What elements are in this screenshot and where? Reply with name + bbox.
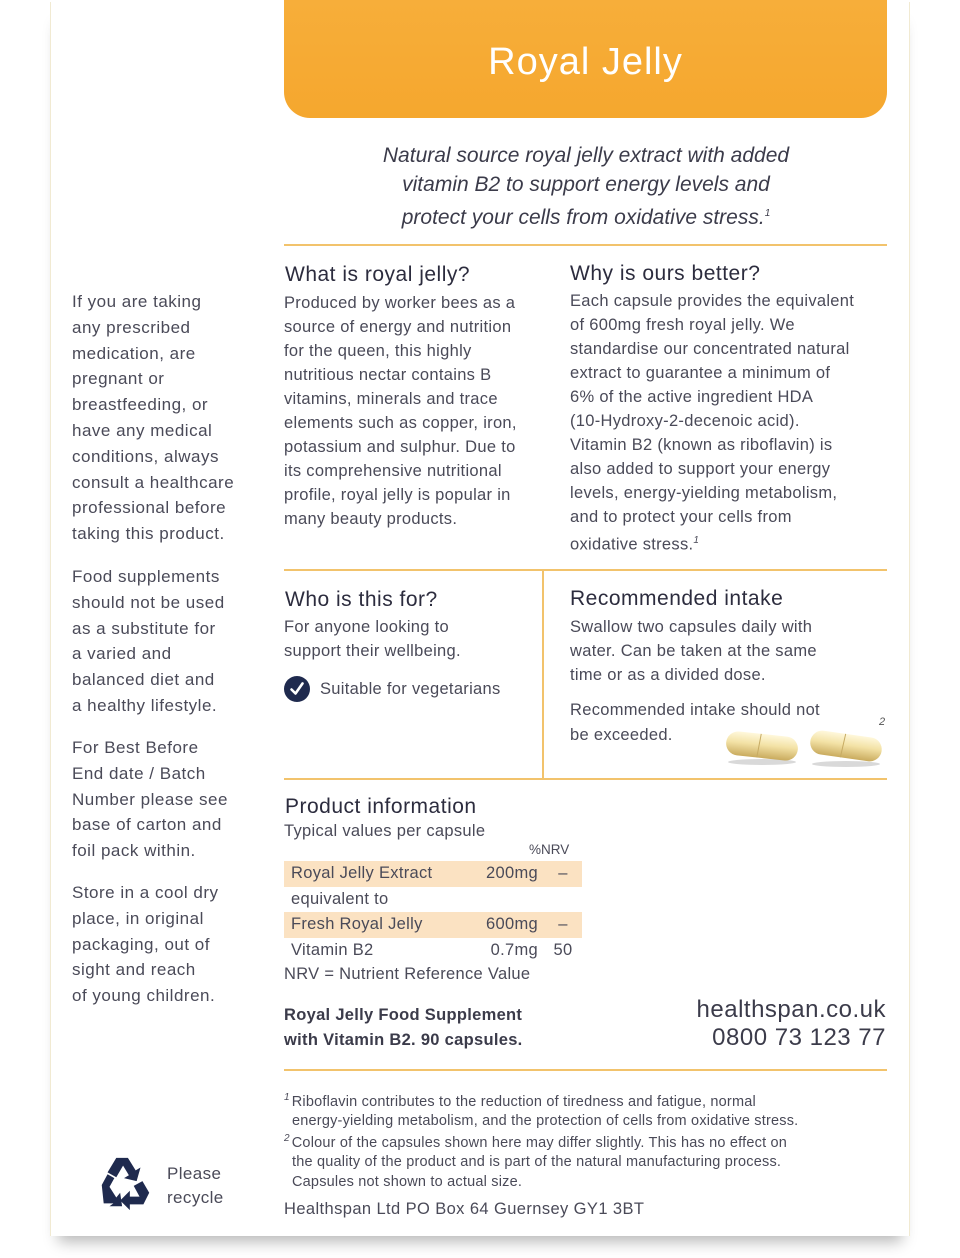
what-body: Produced by worker bees as a source of energy and nutrition for the queen, this highly nutritious nectar contains B vitamins, minerals and trace elements such as copper, iron, potassium and sulphur. Due to its comprehensive nutritional profile, royal jelly is popular in many beauty products.	[284, 294, 517, 528]
product-heading: Product information	[285, 795, 477, 818]
why-heading: Why is ours better?	[570, 262, 761, 285]
product-title: Royal Jelly	[488, 40, 683, 83]
why-body: Each capsule provides the equivalent of 600mg fresh royal jelly. We standardise our concentrated natural extract to guarantee a minimum of 6% of the active ingredient HDA (10-Hydroxy-2-decenoic acid). Vitamin B2 (known as riboflavin) is also added to support your energy levels, energy-yielding metabolism, and to protect your cells from oxidative stress.$^1$	[570, 292, 855, 554]
nutrition-table	[284, 861, 582, 963]
capsules-image	[720, 722, 890, 770]
divider-vertical	[542, 569, 544, 779]
divider	[284, 1069, 887, 1071]
sidebar-best-before: For Best Before End date / Batch Number please see base of carton and foil pack within.	[72, 738, 228, 861]
intake-warning: Recommended intake should not be exceeded.	[570, 701, 820, 744]
footnote-ref: 1	[764, 208, 771, 219]
phone-number: 0800 73 123 77	[712, 1024, 886, 1051]
vegetarian-label: Suitable for vegetarians	[320, 679, 501, 698]
sidebar-warning: If you are taking any prescribed medication, are pregnant or breastfeeding, or have any medical conditions, always consult a healthcare professional before taking this product.	[72, 292, 235, 544]
nrv-header: %NRV	[529, 842, 570, 857]
sidebar-supplements: Food supplements should not be used as a substitute for a varied and balanced diet and a healthy lifestyle.	[72, 567, 225, 715]
recycle-icon	[94, 1152, 156, 1214]
sidebar-storage: Store in a cool dry place, in original packaging, out of sight and reach of young children.	[72, 883, 219, 1006]
check-circle-icon	[284, 676, 310, 702]
what-heading: What is royal jelly?	[285, 263, 471, 286]
who-body: For anyone looking to support their wellbeing.	[284, 618, 461, 660]
footnote-ref: 1	[693, 535, 700, 546]
divider	[284, 244, 887, 246]
vegetarian-badge	[284, 676, 501, 702]
intake-heading: Recommended intake	[570, 587, 784, 610]
supplement-description: Royal Jelly Food Supplement with Vitamin B2. 90 capsules.	[284, 1006, 523, 1049]
intake-body: Swallow two capsules daily with water. Can be taken at the same time or as a divided dose.	[570, 618, 817, 684]
tagline	[300, 141, 872, 232]
divider	[284, 569, 887, 571]
recycle-label: Please recycle	[167, 1164, 224, 1207]
title-banner	[284, 0, 887, 118]
table-row: Fresh Royal Jelly 600mg –	[284, 912, 582, 938]
product-subheading: Typical values per capsule	[284, 822, 486, 840]
website-link[interactable]: healthspan.co.uk	[696, 996, 886, 1023]
who-heading: Who is this for?	[285, 588, 438, 611]
divider	[284, 778, 887, 780]
tagline-line: vitamin B2 to support energy levels and	[402, 173, 770, 196]
tagline-line: Natural source royal jelly extract with added	[382, 144, 790, 167]
contact-block	[697, 996, 886, 1052]
footnote-2: $^2$ Colour of the capsules shown here may differ slightly. This has no effect on the quality of the product and is part of the natural manufacturing process. Capsules not shown to actual size.	[284, 1133, 788, 1190]
table-row: equivalent to	[291, 889, 389, 908]
table-row: Vitamin B2 0.7mg 50	[291, 940, 573, 959]
image-footnote-ref: 2	[879, 716, 886, 728]
footnote-1: $^1$ Riboflavin contributes to the reduction of tiredness and fatigue, normal energy-yielding metabolism, and the protection of cells from oxidative stress.	[284, 1092, 799, 1130]
table-row: Royal Jelly Extract 200mg –	[284, 861, 582, 887]
nrv-note: NRV = Nutrient Reference Value	[284, 965, 531, 983]
company-address: Healthspan Ltd PO Box 64 Guernsey GY1 3BT	[284, 1200, 645, 1218]
tagline-line: protect your cells from oxidative stress.$^1$	[401, 206, 771, 229]
